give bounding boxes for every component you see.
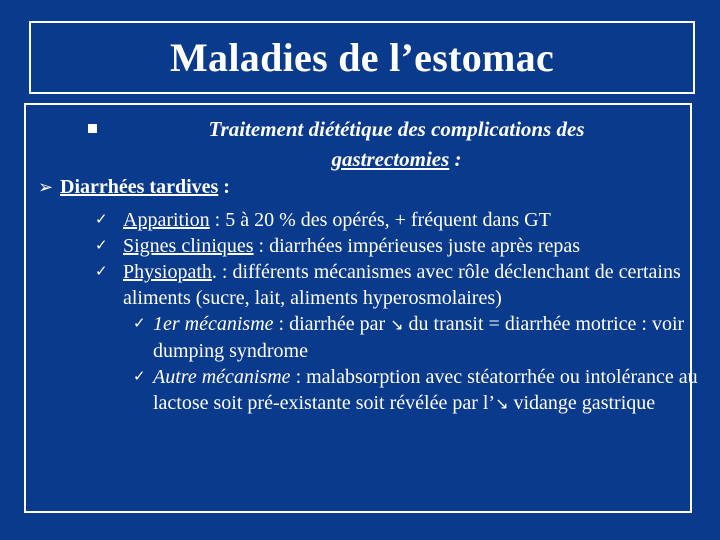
check-icon: ✓: [133, 316, 146, 332]
subtitle-line2-suffix: :: [449, 147, 462, 171]
item-head: Signes cliniques: [123, 235, 254, 257]
mechanism-text-b: du transit = diarrhée motrice : voir dumping syndrome: [153, 313, 685, 362]
main-item-label: [60, 175, 230, 200]
mechanism-text-a: : malabsorption avec stéatorrhée ou intolérance au lactose soit pré-existante soit révélée par l’: [153, 366, 698, 414]
main-label-suffix: :: [218, 176, 230, 198]
page-title: Maladies de l’estomac: [170, 35, 554, 80]
item-head: Apparition: [123, 209, 210, 231]
mechanism-list: [123, 311, 715, 417]
title-box: [29, 21, 695, 94]
list-item: [95, 233, 715, 259]
mechanism-text-a: : diarrhée par: [273, 313, 391, 335]
subtitle-line1: Traitement diététique des complications des: [208, 117, 585, 141]
subtitle-line2: gastrectomies: [331, 147, 450, 171]
subtitle: [88, 114, 678, 174]
subtitle-text: [115, 114, 678, 174]
item-text: : diarrhées impérieuses juste après repas: [253, 235, 581, 257]
mechanism-item: [123, 364, 715, 417]
item-head: Physiopath: [123, 261, 212, 283]
check-icon: ✓: [95, 264, 108, 280]
sub-list: [95, 207, 715, 417]
square-icon: [88, 124, 97, 133]
mechanism-head: 1er mécanisme: [153, 313, 274, 335]
check-icon: ✓: [95, 238, 108, 254]
mechanism-text-b: vidange gastrique: [508, 392, 656, 414]
item-text: . : différents mécanismes avec rôle déclenchant de certains aliments (sucre, lait, aliments hyperosmolaires): [123, 261, 681, 309]
arrow-right-icon: ➢: [38, 177, 54, 197]
main-label-text: Diarrhées tardives: [60, 176, 219, 198]
list-item: [95, 207, 715, 233]
list-item: [95, 259, 715, 417]
check-icon: ✓: [133, 369, 146, 385]
item-text: : 5 à 20 % des opérés, + fréquent dans GT: [209, 209, 551, 231]
mechanism-head: Autre mécanisme: [153, 366, 291, 388]
mechanism-item: [123, 311, 715, 364]
arrow-down-right-icon: ↘: [495, 394, 509, 413]
arrow-down-right-icon: ↘: [390, 315, 404, 334]
check-icon: ✓: [95, 212, 108, 228]
